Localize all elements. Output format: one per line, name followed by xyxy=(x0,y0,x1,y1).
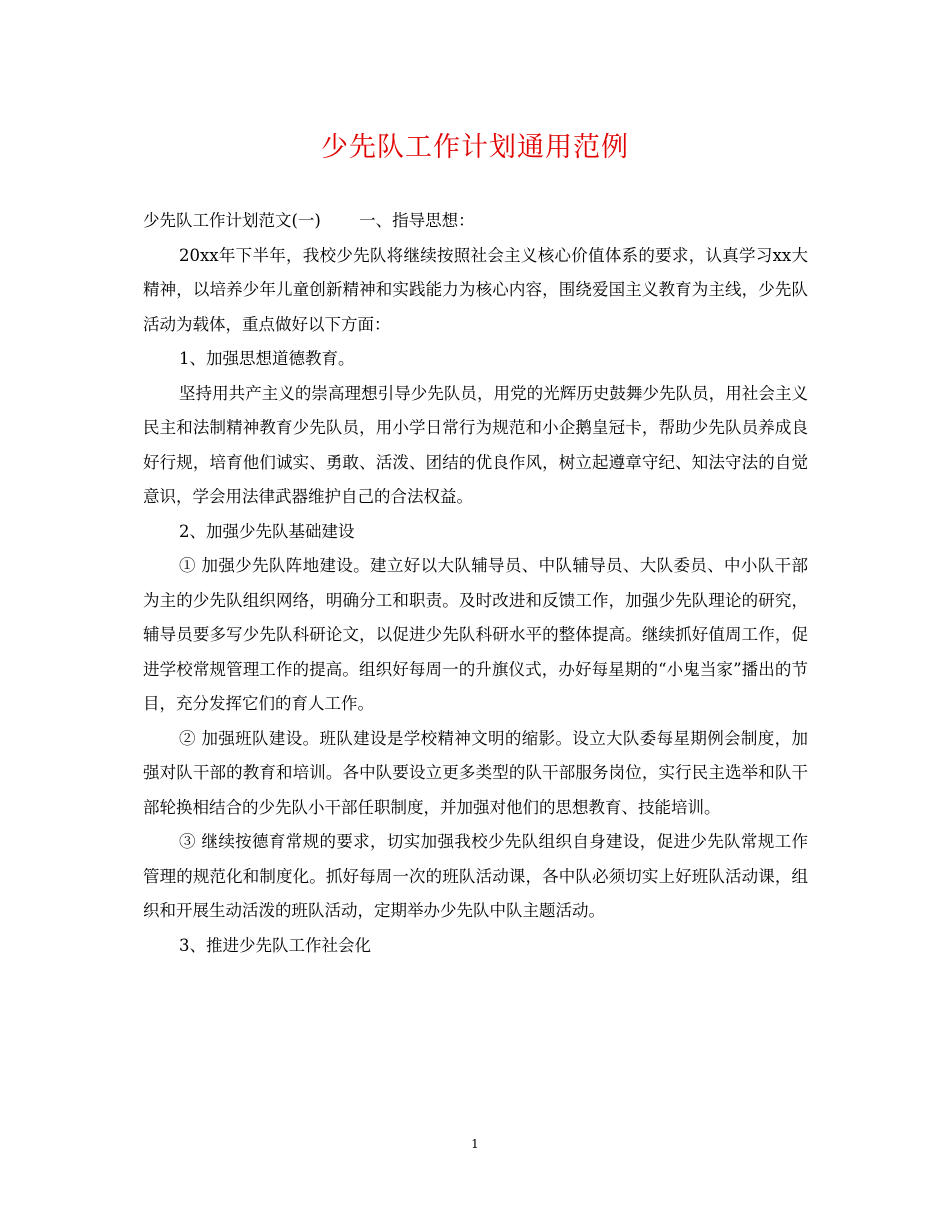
document-body xyxy=(143,204,808,963)
heading-basic-construction: 2、加强少先队基础建设 xyxy=(179,521,355,541)
page-number: 1 xyxy=(471,1137,479,1151)
intro-line: 少先队工作计划范文(一) 一、指导思想： xyxy=(143,211,475,230)
paragraph-class-team-construction: ② 加强班队建设。班队建设是学校精神文明的缩影。设立大队委每星期例会制度，加强对队干部的教育和培训。各中队要设立更多类型的队干部服务岗位，实行民主选举和队干部轮换相结合的少先队小干部任职制度，并加强对他们的思想教育、技能培训。 xyxy=(143,728,808,817)
heading-socialization: 3、推进少先队工作社会化 xyxy=(179,935,371,955)
paragraph-routine-work: ③ 继续按德育常规的要求，切实加强我校少先队组织自身建设，促进少先队常规工作管理的规范化和制度化。抓好每周一次的班队活动课，各中队必须切实上好班队活动课，组织和开展生动活泼的班队活动，定期举办少先队中队主题活动。 xyxy=(143,832,808,920)
paragraph-moral-education: 坚持用共产主义的崇高理想引导少先队员，用党的光辉历史鼓舞少先队员，用社会主义民主和法制精神教育少先队员，用小学日常行为规范和小企鹅皇冠卡，帮助少先队员养成良好行规，培育他们诚实、勇敢、活泼、团结的优良作风，树立起遵章守纪、知法守法的自觉意识，学会用法律武器维护自己的合法权益。 xyxy=(143,383,808,506)
document-title: 少先队工作计划通用范例 xyxy=(321,132,629,163)
heading-moral-education: 1、加强思想道德教育。 xyxy=(179,349,355,368)
paragraph-intro: 20xx年下半年，我校少先队将继续按照社会主义核心价值体系的要求，认真学习xx大精神，以培养少年儿童创新精神和实践能力为核心内容，围绕爱国主义教育为主线，少先队活动为载体，重点做好以下方面： xyxy=(143,245,808,334)
paragraph-position-construction: ① 加强少先队阵地建设。建立好以大队辅导员、中队辅导员、大队委员、中小队干部为主的少先队组织网络，明确分工和职责。及时改进和反馈工作，加强少先队理论的研究，辅导员要多写少先队科研论文，以促进少先队科研水平的整体提高。继续抓好值周工作，促进学校常规管理工作的提高。组织好每周一的升旗仪式，办好每星期的“小鬼当家”播出的节目，充分发挥它们的育人工作。 xyxy=(143,556,808,713)
